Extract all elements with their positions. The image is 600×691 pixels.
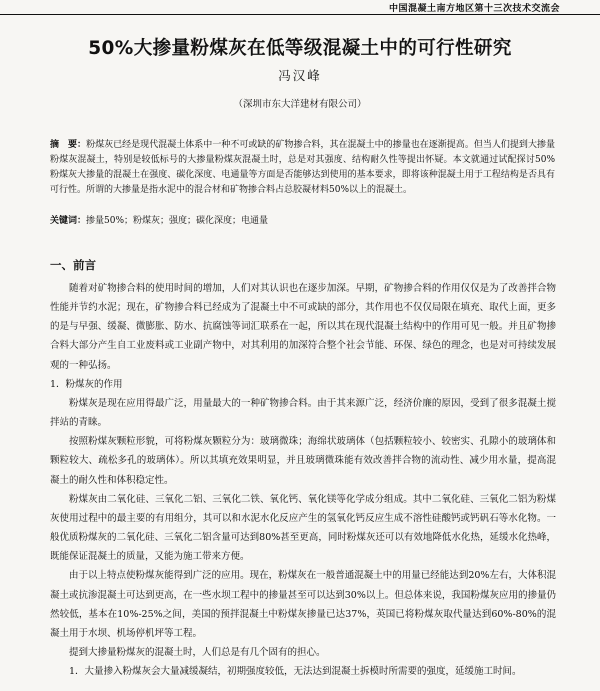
subsection-heading: 1．粉煤灰的作用 xyxy=(50,378,123,390)
paragraph: 由于以上特点使粉煤灰能得到广泛的应用。现在，粉煤灰在一般普通混凝土中的用量已经能达到20%左右，大体积混凝土或抗渗混凝土可达到更高，在一些水坝工程中的掺量甚至可以达到30%以上。但总体来说，我国粉煤灰应用的掺量仍然较低，基本在10%-25%之间，美国的预拌混凝土中粉煤灰掺量已达37%，英国已将粉煤灰取代量达到60%-80%的混凝土用于水坝、机场停机坪等工程。 xyxy=(50,570,556,639)
paper-title: 50%大掺量粉煤灰在低等级混凝土中的可行性研究 xyxy=(88,38,512,59)
abstract-text: 粉煤灰已经是现代混凝土体系中一种不可或缺的矿物掺合料，其在混凝土中的掺量也在逐渐提高。但当人们提到大掺量粉煤灰混凝土，特别是较低标号的大掺量粉煤灰混凝土时，总是对其强度、结构耐久性等提出怀疑。本文就通过试配探讨50%粉煤灰大掺量的混凝土在强度、碳化深度、电通量等方面是否能够达到使用的基本要求，即将该种混凝土用于工程结构是否具有可行性。所谓的大掺量是指水泥中的混合材和矿物掺合料占总胶凝材料50%以上的混凝土。 xyxy=(50,140,555,196)
paragraph: 按照粉煤灰颗粒形貌，可将粉煤灰颗粒分为：玻璃微珠；海绵状玻璃体（包括颗粒较小、较密实、孔隙小的玻璃体和颗粒较大、疏松多孔的玻璃体）。所以其填充效果明显，并且玻璃微珠能有效改善拌合物的流动性、减少用水量，提高混凝土的耐久性和体积稳定性。 xyxy=(50,436,556,486)
paragraph: 随着对矿物掺合料的使用时间的增加，人们对其认识也在逐步加深。早期，矿物掺合料的作用仅仅是为了改善拌合物性能并节约水泥；现在，矿物掺合料已经成为了混凝土中不可或缺的部分，其作用也不仅仅局限在填充、取代上面，更多的是与早强、缓凝、微膨胀、防水、抗腐蚀等词汇联系在一起，所以其在现代混凝土结构中的作用可见一般。并且矿物掺合料大部分产生自工业废料或工业副产物中，对其利用的加深符合整个社会节能、环保、绿色的理念，也是对可持续发展观的一种弘扬。 xyxy=(50,283,556,371)
abstract xyxy=(50,138,555,198)
paragraph: 1．大量掺入粉煤灰会大量减缓凝结，初期强度较低，无法达到混凝土拆模时所需要的强度，延缓施工时间。 xyxy=(69,666,522,678)
paragraph: 提到大掺量粉煤灰的混凝土时，人们总是有几个固有的担心。 xyxy=(69,646,326,658)
paragraph: 粉煤灰是现在应用得最广泛，用量最大的一种矿物掺合料。由于其来源广泛，经济价廉的原因，受到了很多混凝土搅拌站的青睐。 xyxy=(50,397,556,429)
running-header-title: 中国混凝土南方地区第十三次技术交流会 xyxy=(388,4,560,14)
paper-author: 冯汉峰 xyxy=(278,68,322,83)
section-body xyxy=(50,279,556,681)
keywords xyxy=(50,214,555,228)
abstract-label: 摘 要： xyxy=(50,140,87,150)
paragraph: 粉煤灰由二氧化硅、三氧化二铝、三氧化二铁、氧化钙、氧化镁等化学成分组成。其中二氧化硅、三氧化二铝为粉煤灰使用过程中的最主要的有用组分，其可以和水泥水化反应产生的氢氧化钙反应生成不溶性硅酸钙或钙矾石等水化物。一般优质粉煤灰的二氧化硅、三氧化二铝含量可达到80%甚至更高，同时粉煤灰还可以有效地降低水化热，延缓水化热峰，既能保证混凝土的质量，又能为施工带来方便。 xyxy=(50,493,556,563)
section-heading-introduction: 一、前言 xyxy=(50,258,96,272)
keywords-label: 关键词： xyxy=(50,216,87,226)
keywords-text: 掺量50%；粉煤灰；强度；碳化深度；电通量 xyxy=(86,216,269,226)
paper-affiliation: （深圳市东大洋建材有限公司） xyxy=(233,99,367,110)
running-header xyxy=(0,0,600,15)
